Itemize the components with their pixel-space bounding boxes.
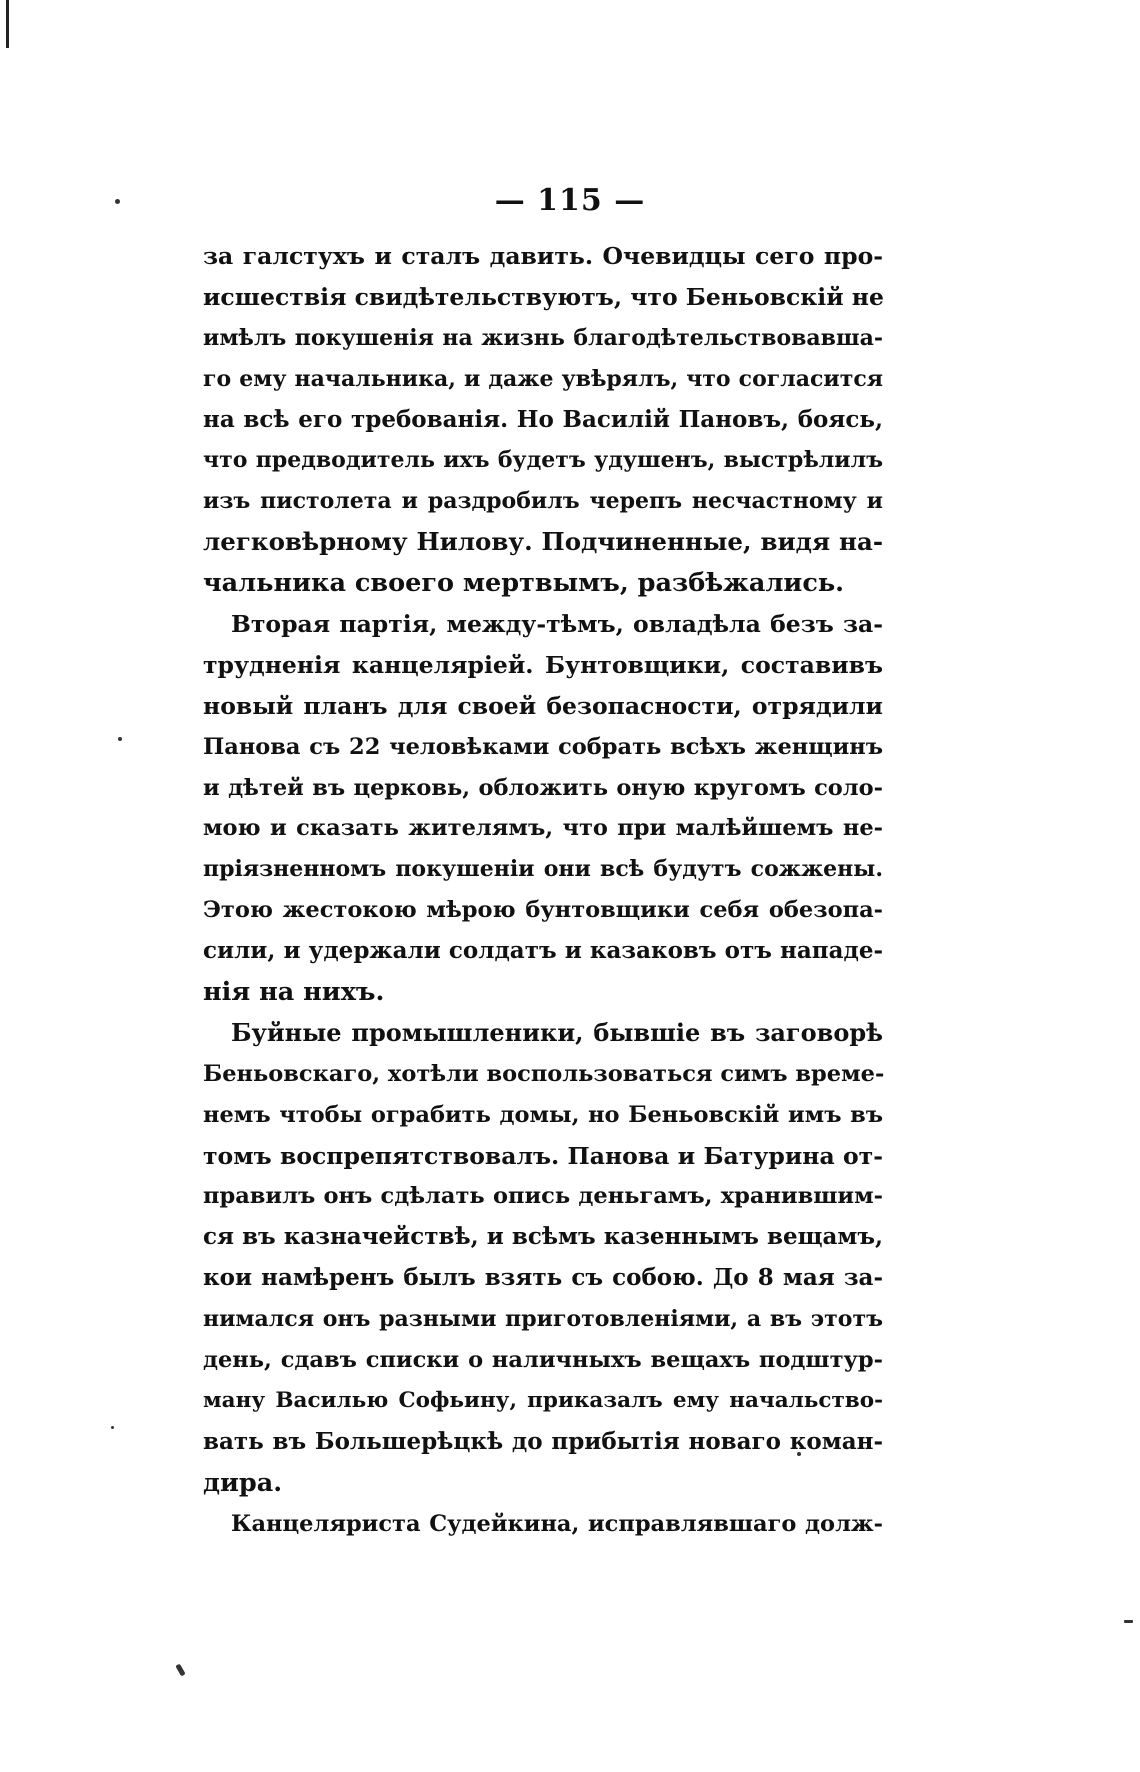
text-line: ся въ казначействѣ, и всѣмъ казеннымъ вещамъ, [203, 1223, 883, 1251]
text-line: исшествія свидѣтельствуютъ, что Беньовскій не [203, 282, 884, 311]
ink-speck [175, 1664, 185, 1677]
text-line: легковѣрному Нилову. Подчиненные, видя на- [203, 527, 883, 557]
text-line: го ему начальника, и даже увѣрялъ, что согласится [203, 365, 883, 392]
scan-edge-mark [6, 0, 9, 48]
text-line: правилъ онъ сдѣлать опись деньгамъ, хранившим- [203, 1183, 883, 1210]
text-line: изъ пистолета и раздробилъ черепъ несчастному и [203, 488, 883, 515]
ink-speck [118, 737, 122, 741]
text-line: кои намѣренъ былъ взять съ собою. До 8 мая за- [203, 1264, 883, 1292]
text-line: что предводитель ихъ будетъ удушенъ, выстрѣлилъ [203, 447, 883, 474]
text-line: имѣлъ покушенія на жизнь благодѣтельствовавша- [203, 324, 883, 351]
text-line: нимался онъ разными приготовленіями, а въ этотъ [203, 1306, 883, 1333]
text-line: новый планъ для своей безопасности, отрядили [203, 691, 883, 720]
text-line: Буйные промышленики, бывшіе въ заговорѣ [231, 1017, 883, 1047]
text-line: день, сдавъ списки о наличныхъ вещахъ подштур- [203, 1347, 883, 1374]
text-line: вать въ Большерѣцкѣ до прибытія новаго коман- [203, 1427, 883, 1455]
text-line: мою и сказать жителямъ, что при малѣйшемъ не- [203, 815, 883, 842]
page-number: — 115 — [494, 183, 646, 218]
text-line: Канцеляриста Судейкина, исправлявшаго долж- [231, 1510, 883, 1537]
text-line: нія на нихъ. [203, 977, 385, 1008]
text-line: томъ воспрепятствовалъ. Панова и Батурина от- [203, 1141, 883, 1170]
text-line: ману Василью Софьину, приказалъ ему начальство- [203, 1387, 883, 1413]
text-line: Вторая партія, между-тѣмъ, овладѣла безъ за- [231, 610, 883, 639]
text-line: пріязненномъ покушеніи они всѣ будутъ сожжены. [203, 856, 883, 883]
text-line: дира. [203, 1467, 283, 1498]
text-line: трудненія канцеляріей. Бунтовщики, составивъ [203, 650, 883, 679]
text-line: Беньовскаго, хотѣли воспользоваться симъ време- [203, 1060, 885, 1087]
text-line: Панова съ 22 человѣками собрать всѣхъ женщинъ [203, 733, 883, 760]
ink-speck [1124, 1620, 1133, 1623]
text-line: сили, и удержали солдатъ и казаковъ отъ нападе- [203, 937, 883, 965]
text-line: и дѣтей въ церковь, обложить оную кругомъ соло- [203, 774, 883, 801]
text-line: за галстухъ и сталъ давить. Очевидцы сего про- [203, 242, 883, 270]
ink-speck [111, 1426, 114, 1429]
text-line: немъ чтобы ограбить домы, но Беньовскій имъ въ [203, 1101, 883, 1128]
text-line: Этою жестокою мѣрою бунтовщики себя обезопа- [203, 897, 883, 924]
text-line: на всѣ его требованія. Но Василій Пановъ, боясь, [203, 405, 883, 433]
body-text [203, 236, 883, 1545]
text-line: чальника своего мертвымъ, разбѣжались. [203, 568, 845, 599]
